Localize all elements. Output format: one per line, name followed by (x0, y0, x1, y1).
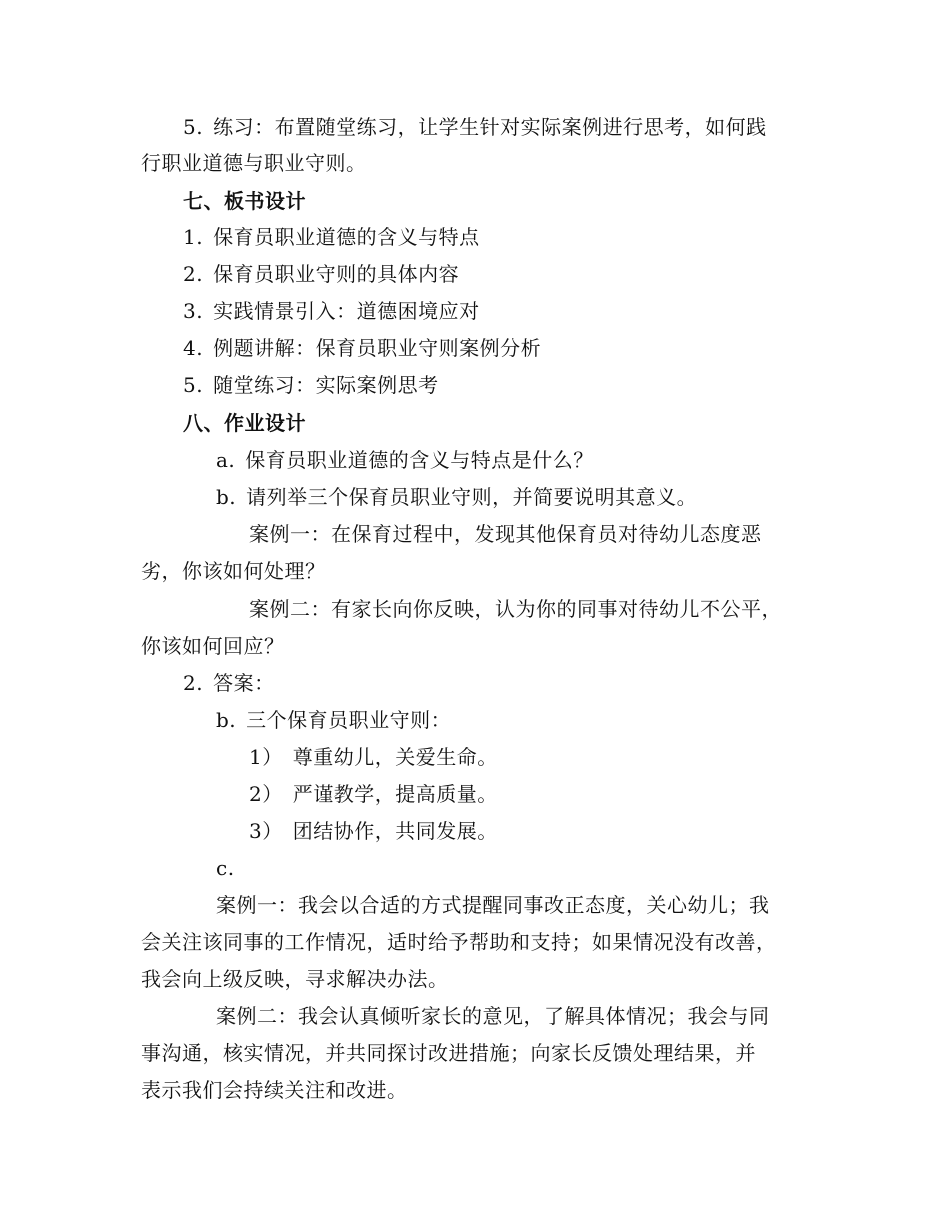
section-heading-blackboard: 七、板书设计 (183, 189, 306, 213)
list-number: 5. (183, 115, 204, 139)
list-number: 1. (183, 225, 204, 249)
list-letter: a. (216, 448, 236, 472)
list-number: 2. (183, 671, 204, 695)
list-number: 2） (249, 782, 283, 806)
list-item (183, 259, 459, 289)
answer-case2-line1: 案例二：我会认真倾听家长的意见，了解具体情况；我会与同 (216, 1004, 770, 1028)
list-letter: b. (216, 708, 237, 732)
list-item (183, 370, 439, 400)
answer-case1-line2: 会关注该同事的工作情况，适时给予帮助和支持；如果情况没有改善， (141, 930, 777, 954)
answer-case2-line2: 事沟通，核实情况，并共同探讨改进措施；向家长反馈处理结果，并 (141, 1041, 756, 1065)
rule-text: 团结协作，共同发展。 (292, 819, 498, 843)
question-text: 保育员职业道德的含义与特点是什么？ (245, 448, 594, 472)
case2-line2: 你该如何回应？ (141, 634, 285, 658)
case2-line1: 案例二：有家长向你反映，认为你的同事对待幼儿不公平， (249, 597, 782, 621)
question-b (216, 482, 697, 512)
list-number: 3. (183, 299, 204, 323)
rule-text: 尊重幼儿，关爱生命。 (292, 745, 498, 769)
answer-b (216, 705, 451, 735)
case1-line1: 案例一：在保育过程中，发现其他保育员对待幼儿态度恶 (249, 522, 762, 546)
question-text: 请列举三个保育员职业守则，并简要说明其意义。 (246, 485, 698, 509)
rule-item (249, 779, 498, 809)
list-number: 3） (249, 819, 283, 843)
paragraph-text: 练习：布置随堂练习，让学生针对实际案例进行思考，如何践 (213, 115, 767, 139)
answer-text: 三个保育员职业守则： (246, 708, 452, 732)
rule-item (249, 742, 498, 772)
list-number: 1） (249, 745, 283, 769)
list-item (183, 222, 480, 252)
list-item (183, 296, 480, 326)
list-item-text: 例题讲解：保育员职业守则案例分析 (213, 336, 542, 360)
paragraph-practice-line2: 行职业道德与职业守则。 (141, 151, 367, 175)
case1-line2: 劣，你该如何处理？ (141, 559, 326, 583)
section-heading-homework: 八、作业设计 (183, 411, 306, 435)
answer-case1-line1: 案例一：我会以合适的方式提醒同事改正态度，关心幼儿；我 (216, 893, 770, 917)
list-item-text: 保育员职业道德的含义与特点 (213, 225, 480, 249)
list-item-text: 保育员职业守则的具体内容 (213, 262, 460, 286)
list-item (183, 333, 541, 363)
answer-case2-line3: 表示我们会持续关注和改进。 (141, 1078, 408, 1102)
rule-item (249, 816, 498, 846)
rule-text: 严谨教学，提高质量。 (292, 782, 498, 806)
answers-label (183, 668, 275, 698)
list-letter: b. (216, 485, 237, 509)
answer-c-label: c. (216, 856, 235, 880)
list-item-text: 随堂练习：实际案例思考 (213, 373, 439, 397)
paragraph-practice-line1 (183, 112, 767, 142)
list-number: 5. (183, 373, 204, 397)
answer-case1-line3: 我会向上级反映，寻求解决办法。 (141, 967, 449, 991)
answers-text: 答案： (213, 671, 275, 695)
list-number: 2. (183, 262, 204, 286)
question-a (216, 445, 594, 475)
list-number: 4. (183, 336, 204, 360)
list-item-text: 实践情景引入：道德困境应对 (213, 299, 480, 323)
